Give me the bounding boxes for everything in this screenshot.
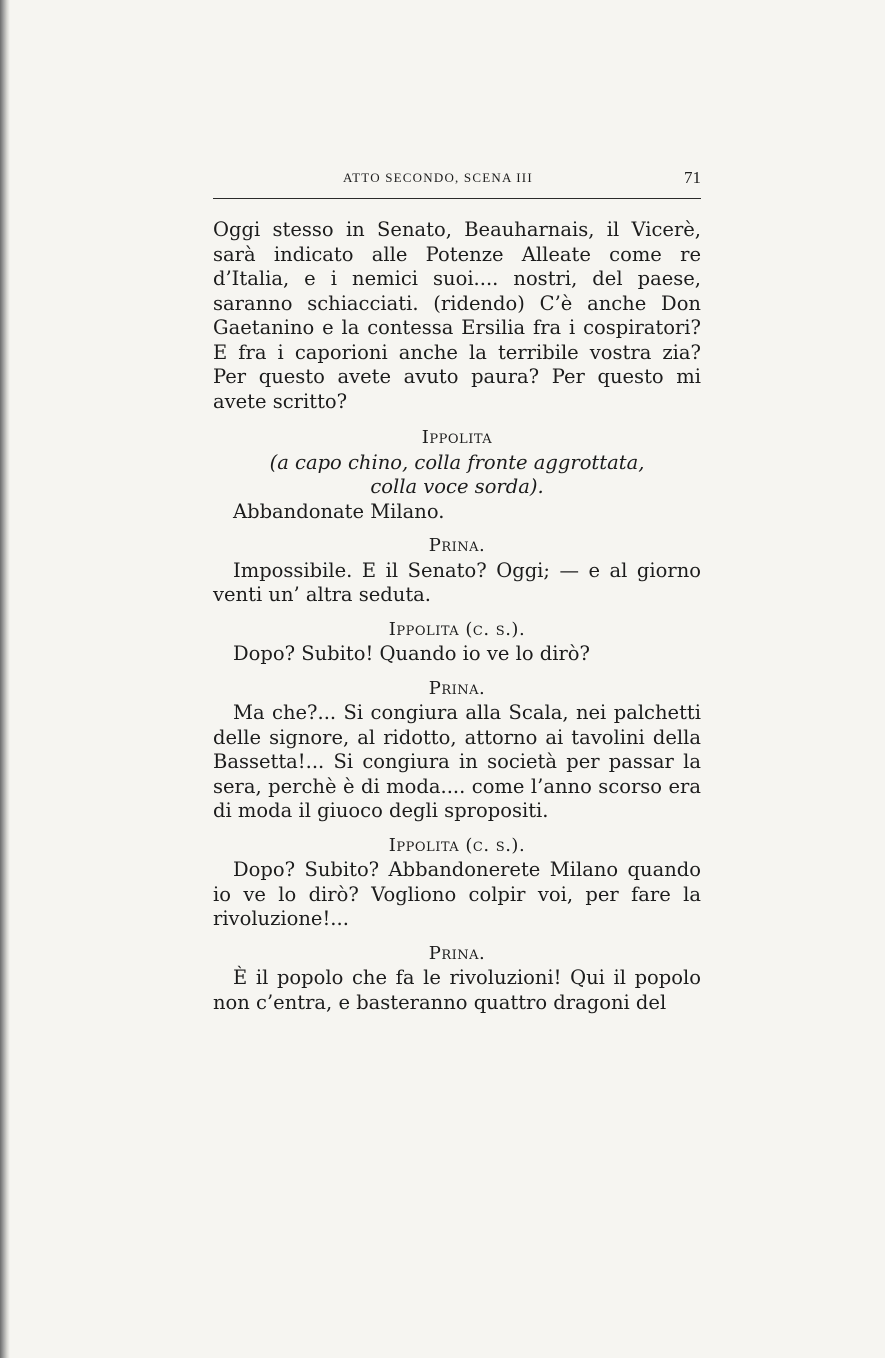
ippolita-speech-paragraph: Dopo? Subito! Quando io ve lo dirò?: [233, 642, 590, 665]
book-page: [213, 160, 701, 1014]
ippolita-speech-paragraph: Abbandonate Milano.: [233, 499, 445, 523]
speaker-name-prina: Prina.: [428, 535, 486, 556]
speaker-name-prina: Prina.: [428, 677, 486, 699]
prina-speech-paragraph: Oggi stesso in Senato, Beauharnais, il Vicerè, sarà indicato alle Potenze Alleate come re d’Italia, e i nemici suoi.... nostri, del paese, saranno schiacciati. (ridendo) C’è anche Don Gaetanino e la contessa Ersilia fra i cospiratori? E fra i caporioni anche la terribile vostra zia? Per questo avete avuto paura? Per questo mi avete scritto?: [213, 218, 701, 413]
stage-direction-line: colla voce sorda).: [370, 475, 544, 498]
page-binding-edge: [0, 0, 10, 1358]
prina-speech-paragraph: Impossibile. E il Senato? Oggi; — e al giorno venti un’ altra seduta.: [213, 558, 701, 606]
speaker-name-ippolita: Ippolita: [421, 427, 493, 448]
header-rule: [213, 198, 701, 199]
dialogue-text: [213, 218, 701, 1015]
prina-speech-paragraph: È il popolo che fa le rivoluzioni! Qui il popolo non c’entra, e basteranno quattro dragoni del: [213, 966, 701, 1014]
running-head-title: ATTO SECONDO, SCENA III: [343, 170, 533, 185]
ippolita-speech-paragraph: Dopo? Subito? Abbandonerete Milano quando io ve lo dirò? Vogliono colpir voi, per fare la rivoluzione!...: [213, 858, 701, 930]
speaker-name-prina: Prina.: [428, 942, 486, 964]
prina-speech-paragraph: Ma che?... Si congiura alla Scala, nei palchetti delle signore, al ridotto, attorno ai tavolini della Bassetta!... Si congiura in società per passar la sera, perchè è di moda.... come l’anno scorso era di moda il giuoco degli spropositi.: [213, 701, 701, 822]
speaker-name-ippolita: Ippolita (c. s.).: [388, 618, 526, 640]
page-number: 71: [684, 168, 701, 187]
stage-direction-line: (a capo chino, colla fronte aggrottata,: [269, 450, 645, 474]
speaker-name-ippolita: Ippolita (c. s.).: [388, 834, 526, 856]
running-head: [213, 160, 701, 190]
